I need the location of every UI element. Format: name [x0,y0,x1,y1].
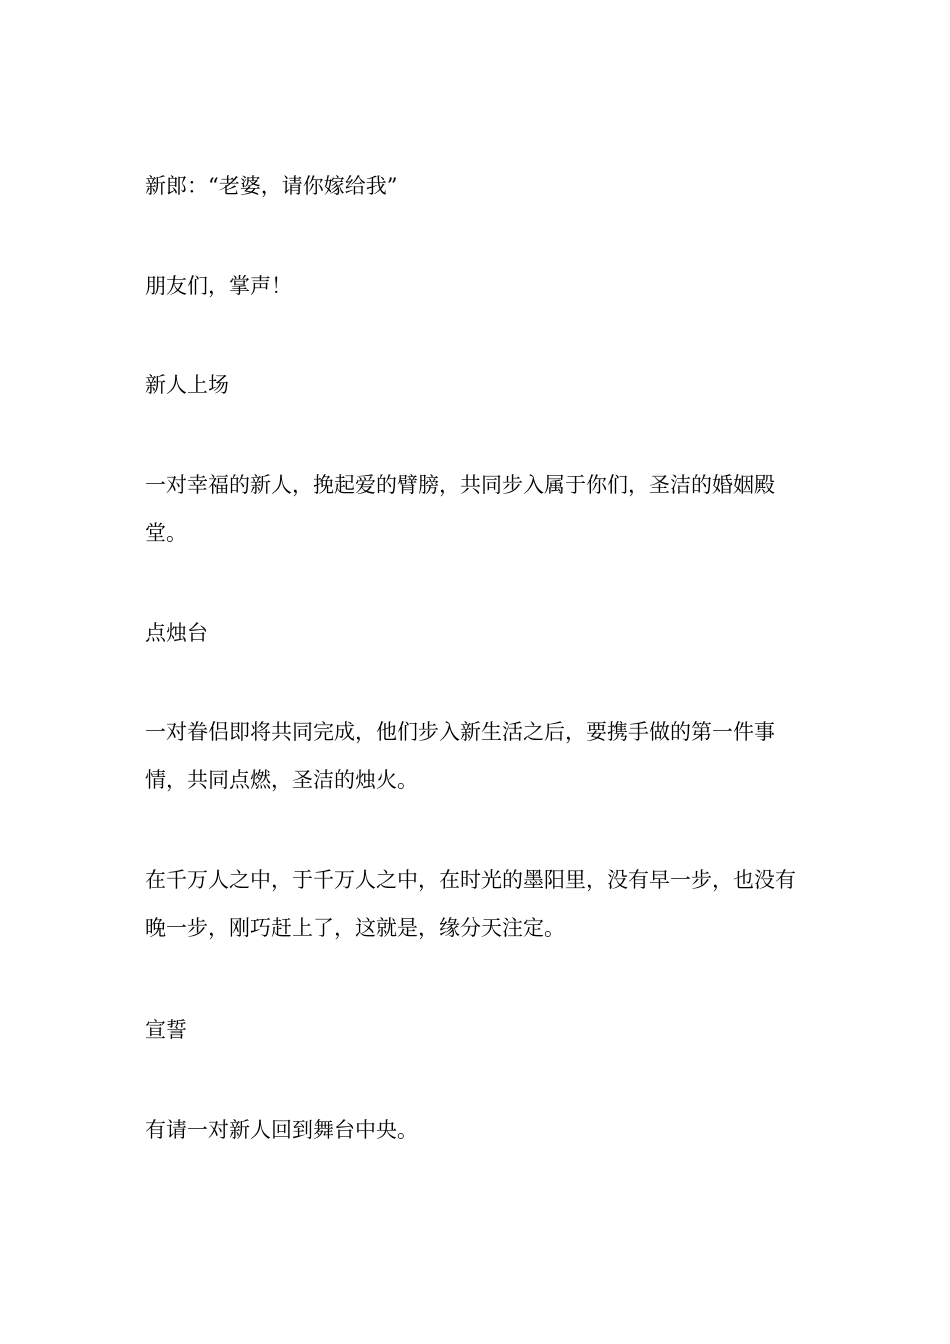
paragraph-groom-line: 新郎：“老婆，请你嫁给我” [145,174,398,198]
paragraph-center-stage: 有请一对新人回到舞台中央。 [145,1118,418,1142]
paragraph-couple-entrance: 一对幸福的新人，挽起爱的臂膀，共同步入属于你们，圣洁的婚姻殿堂。 [145,473,775,545]
paragraph-destiny: 在千万人之中，于千万人之中，在时光的墨阳里，没有早一步，也没有晚一步，刚巧赶上了，这就是，缘分天注定。 [145,868,796,940]
heading-couple-entrance: 新人上场 [145,373,229,397]
heading-light-candles: 点烛台 [145,621,208,645]
paragraph-light-candles: 一对眷侣即将共同完成，他们步入新生活之后，要携手做的第一件事情，共同点燃，圣洁的烛火。 [145,720,775,792]
heading-vows: 宣誓 [145,1018,187,1042]
paragraph-applause: 朋友们，掌声！ [145,274,292,298]
